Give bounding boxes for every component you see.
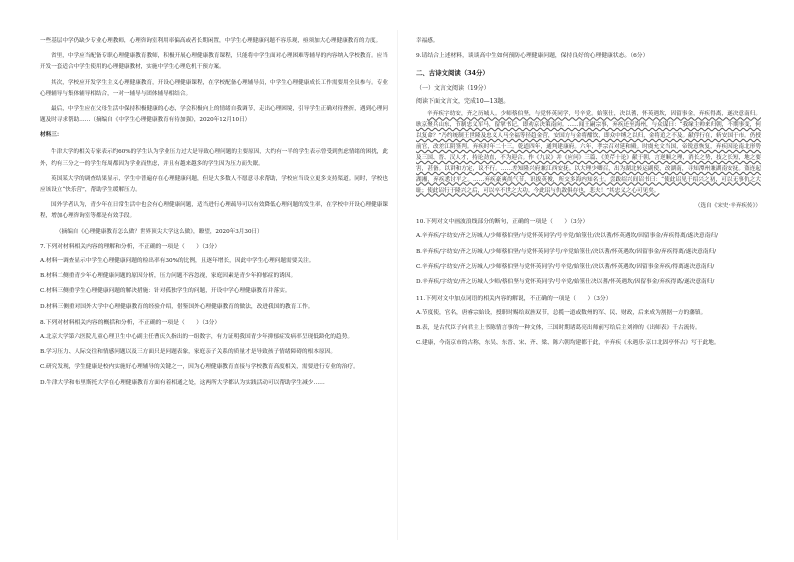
question-8-option-b[interactable]: B.学习压力、人际交往和情感问题以及三方面只是问题表象，家庭亲子关系的质量才是导致孩子情绪障碍的根本原因。 bbox=[40, 349, 337, 356]
question-11-stem: 11.下列对文中加点词语的相关内容的解说，不正确的一项是（ ）（3分） bbox=[416, 295, 612, 302]
section-title: 二、古诗文阅读（34分） bbox=[416, 69, 489, 78]
material-paragraph: 英国某大学的调查结果显示，学生中普遍存在心理健康问题，但是大多数人不愿意寻求帮助，学校应当设立更多支持渠道。同时，学校也应该设立“快乐营”，帮助学生缓解压力。 bbox=[40, 175, 388, 193]
question-10-stem: 10.下列对文中画波浪线部分的断句，正确的一项是（ ）（3分） bbox=[416, 219, 589, 226]
question-8-option-a[interactable]: A.北京大学第六医院儿童心理卫生中心副主任曹庆久指出的一组数字，有力证明我国青少年抑郁症发病率呈现低龄化的趋势。 bbox=[40, 333, 354, 340]
left-column bbox=[40, 36, 388, 394]
question-10-option-a[interactable]: A.辛弃疾/字幼安/齐之历城人/少师蔡伯坚/与党怀英同学/号辛党/始筮仕/决以蓍/怀英遇坎/因留事金/弃疾得离/遂决意南归/ bbox=[416, 233, 718, 240]
question-10-option-b[interactable]: B.辛弃疾/字幼安/齐之历城人/少师蔡伯坚/与党怀英同学号/辛党始筮仕/决以蓍/怀英遇坎/因留事金/弃疾得离/遂决意南归/ bbox=[416, 248, 717, 255]
material-citation: （摘编自《心理健康教育怎么做？世界顶尖大学这么做》，瞭望，2020年3月30日） bbox=[56, 228, 263, 235]
continued-text: 幸福感。 bbox=[416, 38, 439, 44]
classical-passage: 辛弃疾字幼安，齐之历城人。少师蔡伯坚，与党怀英同学，号辛党。始筮仕，决以蓍，怀英遇坎，因留事金，弃疾得离，遂决意南归。耿京聚兵山东，节制忠义军马，留掌书记，即劝京决策南向。……闻王嗣宗事，弃疾还至海州，与众谋曰：“我缘主帅来归朝，不期事变，何以复命？”乃约统制王世隆及忠义人马全福等径趋金营，安国方与金将酣饮，即众中缚之以归，金将追之不及。献俘行在，斩安国于市。仍授前官，改差江阴签判。弃疾时年二十三。乾道四年，通判建康府。六年，孝宗召对延和殿。时虞允文当国，帝锐意恢复，弃疾因论南北形势及三国、晋、汉人才，持论劲直，不为迎合。作《九议》并《应问》三篇、《美芹十论》献于朝，言逆顺之理，消长之势，技之长短，地之要害，甚备。以讲和方定，议不行。……差知隆兴府兼江西安抚。以大理少卿召，出为湖北转运副使，改湖南，寻知潭州兼湖南安抚。盗连起湖湘，弃疾悉讨平之。……弃疾豪爽尚气节，识拔英俊，所交多海内知名士。尝跋绍兴间诏书曰：“使此诏见于绍兴之初，可以无事仇之大耻；使此诏行于隆兴之后，可以卒不世之大功。今此诏与仇敌俱存也，悲夫！”其忠义之心可见矣。 bbox=[416, 111, 761, 194]
question-7-stem: 7.下列对材料相关内容的理解和分析，不正确的一项是（ ）（3分） bbox=[40, 243, 221, 250]
question-10-option-d[interactable]: D.辛弃疾/字幼安/齐之历城人少师/蔡伯坚与党怀英同学/号辛党/始筮仕决以蓍/怀英遇坎/因留事金/弃疾得离/遂决意南归/ bbox=[416, 279, 715, 286]
question-8-option-d[interactable]: D.牛津大学和布里斯托大学在心理健康教育方面有着相通之处，这两所大学都认为实践活动可以帮助学生减少…… bbox=[40, 379, 325, 386]
material-three-label: 材料三： bbox=[40, 132, 63, 139]
column-divider bbox=[397, 30, 398, 540]
intro-paragraph: 最后，中学生应在父母生活中保持积极健康的心态，学会积极向上的情绪自我调节，走出心理困境，引导学生正确对待挫折，遇到心理问题及时寻求帮助……（摘编自《中学生心理健康教育有待加强》，2020年12月10日） bbox=[40, 106, 388, 124]
subsection-title: （一）文言文阅读（19分） bbox=[416, 85, 490, 93]
question-11-option-b[interactable]: B.表，是古代臣子向君主上书陈情言事的一种文体，三国时期诸葛亮出师前写给后主刘禅的《出师表》千古流传。 bbox=[416, 324, 701, 331]
question-7-option-b[interactable]: B.材料二侧重青少年心理健康问题的原因分析，压力问题不容忽视，家庭因素是青少年抑郁症的诱因。 bbox=[40, 272, 297, 279]
question-8-option-c[interactable]: C.研究发现，学生健康是校内实施好心理辅导的关键之一，因为心理健康教育直接与学校教育高度相关，需要进行专业的治疗。 bbox=[40, 364, 359, 371]
intro-paragraph: 省里，中学应当配备专职心理健康教育教师，积极开展心理健康教育课程，只能将中学生面对心理困难等辅导的内容纳入学校教育。应当开发一套适合中学生使用的心理健康教材，实施中学生心理危机干预方案。 bbox=[40, 53, 388, 71]
question-7-option-c[interactable]: C.材料三侧重学生心理健康问题的解决措施：针对孤独学生的问题，开设中学心理健康教育并落实。 bbox=[40, 288, 291, 295]
question-7-option-d[interactable]: D.材料三侧重对国外大学中心理健康教育的经验介绍，借鉴国外心理健康教育的做法，改进我国的教育工作。 bbox=[40, 303, 314, 310]
material-paragraph: 国外学者认为，青少年在日常生活中也会有心理健康问题，适当进行心理疏导可以有效降低心理问题的发生率，在学校中开设心理健康课程，增加心理咨询室等都是有效手段。 bbox=[40, 202, 388, 220]
question-9-stem: 9.请结合上述材料，谈谈高中生如何预防心理健康问题，保持良好的心理健康状态。（6分） bbox=[416, 53, 649, 60]
question-11-option-c[interactable]: C.建康，今南京市的古称，东吴、东晋、宋、齐、梁、陈六朝均建都于此，辛弃疾《永遇乐·京口北固亭怀古》写于此地。 bbox=[416, 340, 720, 347]
passage-source: （选自《宋史·辛弃疾传》） bbox=[694, 202, 761, 209]
question-8-stem: 8.下列对材料相关内容的概括和分析，不正确的一项是（ ）（3分） bbox=[40, 319, 221, 326]
question-7-option-a[interactable]: A.材料一调查显示中学生心理健康问题的检出率有30%的比例，且逐年增长，因此中学生心理问题需要关注。 bbox=[40, 257, 315, 264]
intro-paragraph: 一些基层中学仍缺少专业心理教师，心理咨询室利用率偏高或者长期闲置，中学生心理健康问题不容乐观，亟须加大心理健康教育的力度。 bbox=[40, 38, 382, 44]
intro-paragraph: 其次，学校应开发学生主义心理健康教育，开设心理健康课程，在学校配备心理辅导员，中学生心理健康成长工作需要用全员参与。专业心理辅导与集体辅导相结合，一对一辅导与团体辅导相结合。 bbox=[40, 79, 388, 97]
right-column bbox=[416, 36, 761, 355]
material-paragraph: 牛津大学的相关专家表示约60%的学生认为学业压力过大是导致心理问题的主要原因，大约有一半的学生表示曾受到焦虑情绪的困扰，此外，约有三分之一的学生每周都因为学业而焦虑，并且有越来越多的学生因为压力而失眠。 bbox=[40, 149, 388, 167]
question-11-option-a[interactable]: A.节度使，官名，唐睿宗始设，授职时赐给双旌双节，总揽一道或数州的军、民、财政，后来成为割据一方的藩镇。 bbox=[416, 309, 707, 316]
reading-instruction: 阅读下面文言文，完成10—13题。 bbox=[416, 98, 510, 106]
question-10-option-c[interactable]: C.辛弃疾/字幼安/齐之历城人/少师蔡伯坚与党怀英同学/号辛党/始筮仕/决以蓍/怀英遇坎/因留事金弃疾/得离遂决意南归/ bbox=[416, 264, 715, 271]
